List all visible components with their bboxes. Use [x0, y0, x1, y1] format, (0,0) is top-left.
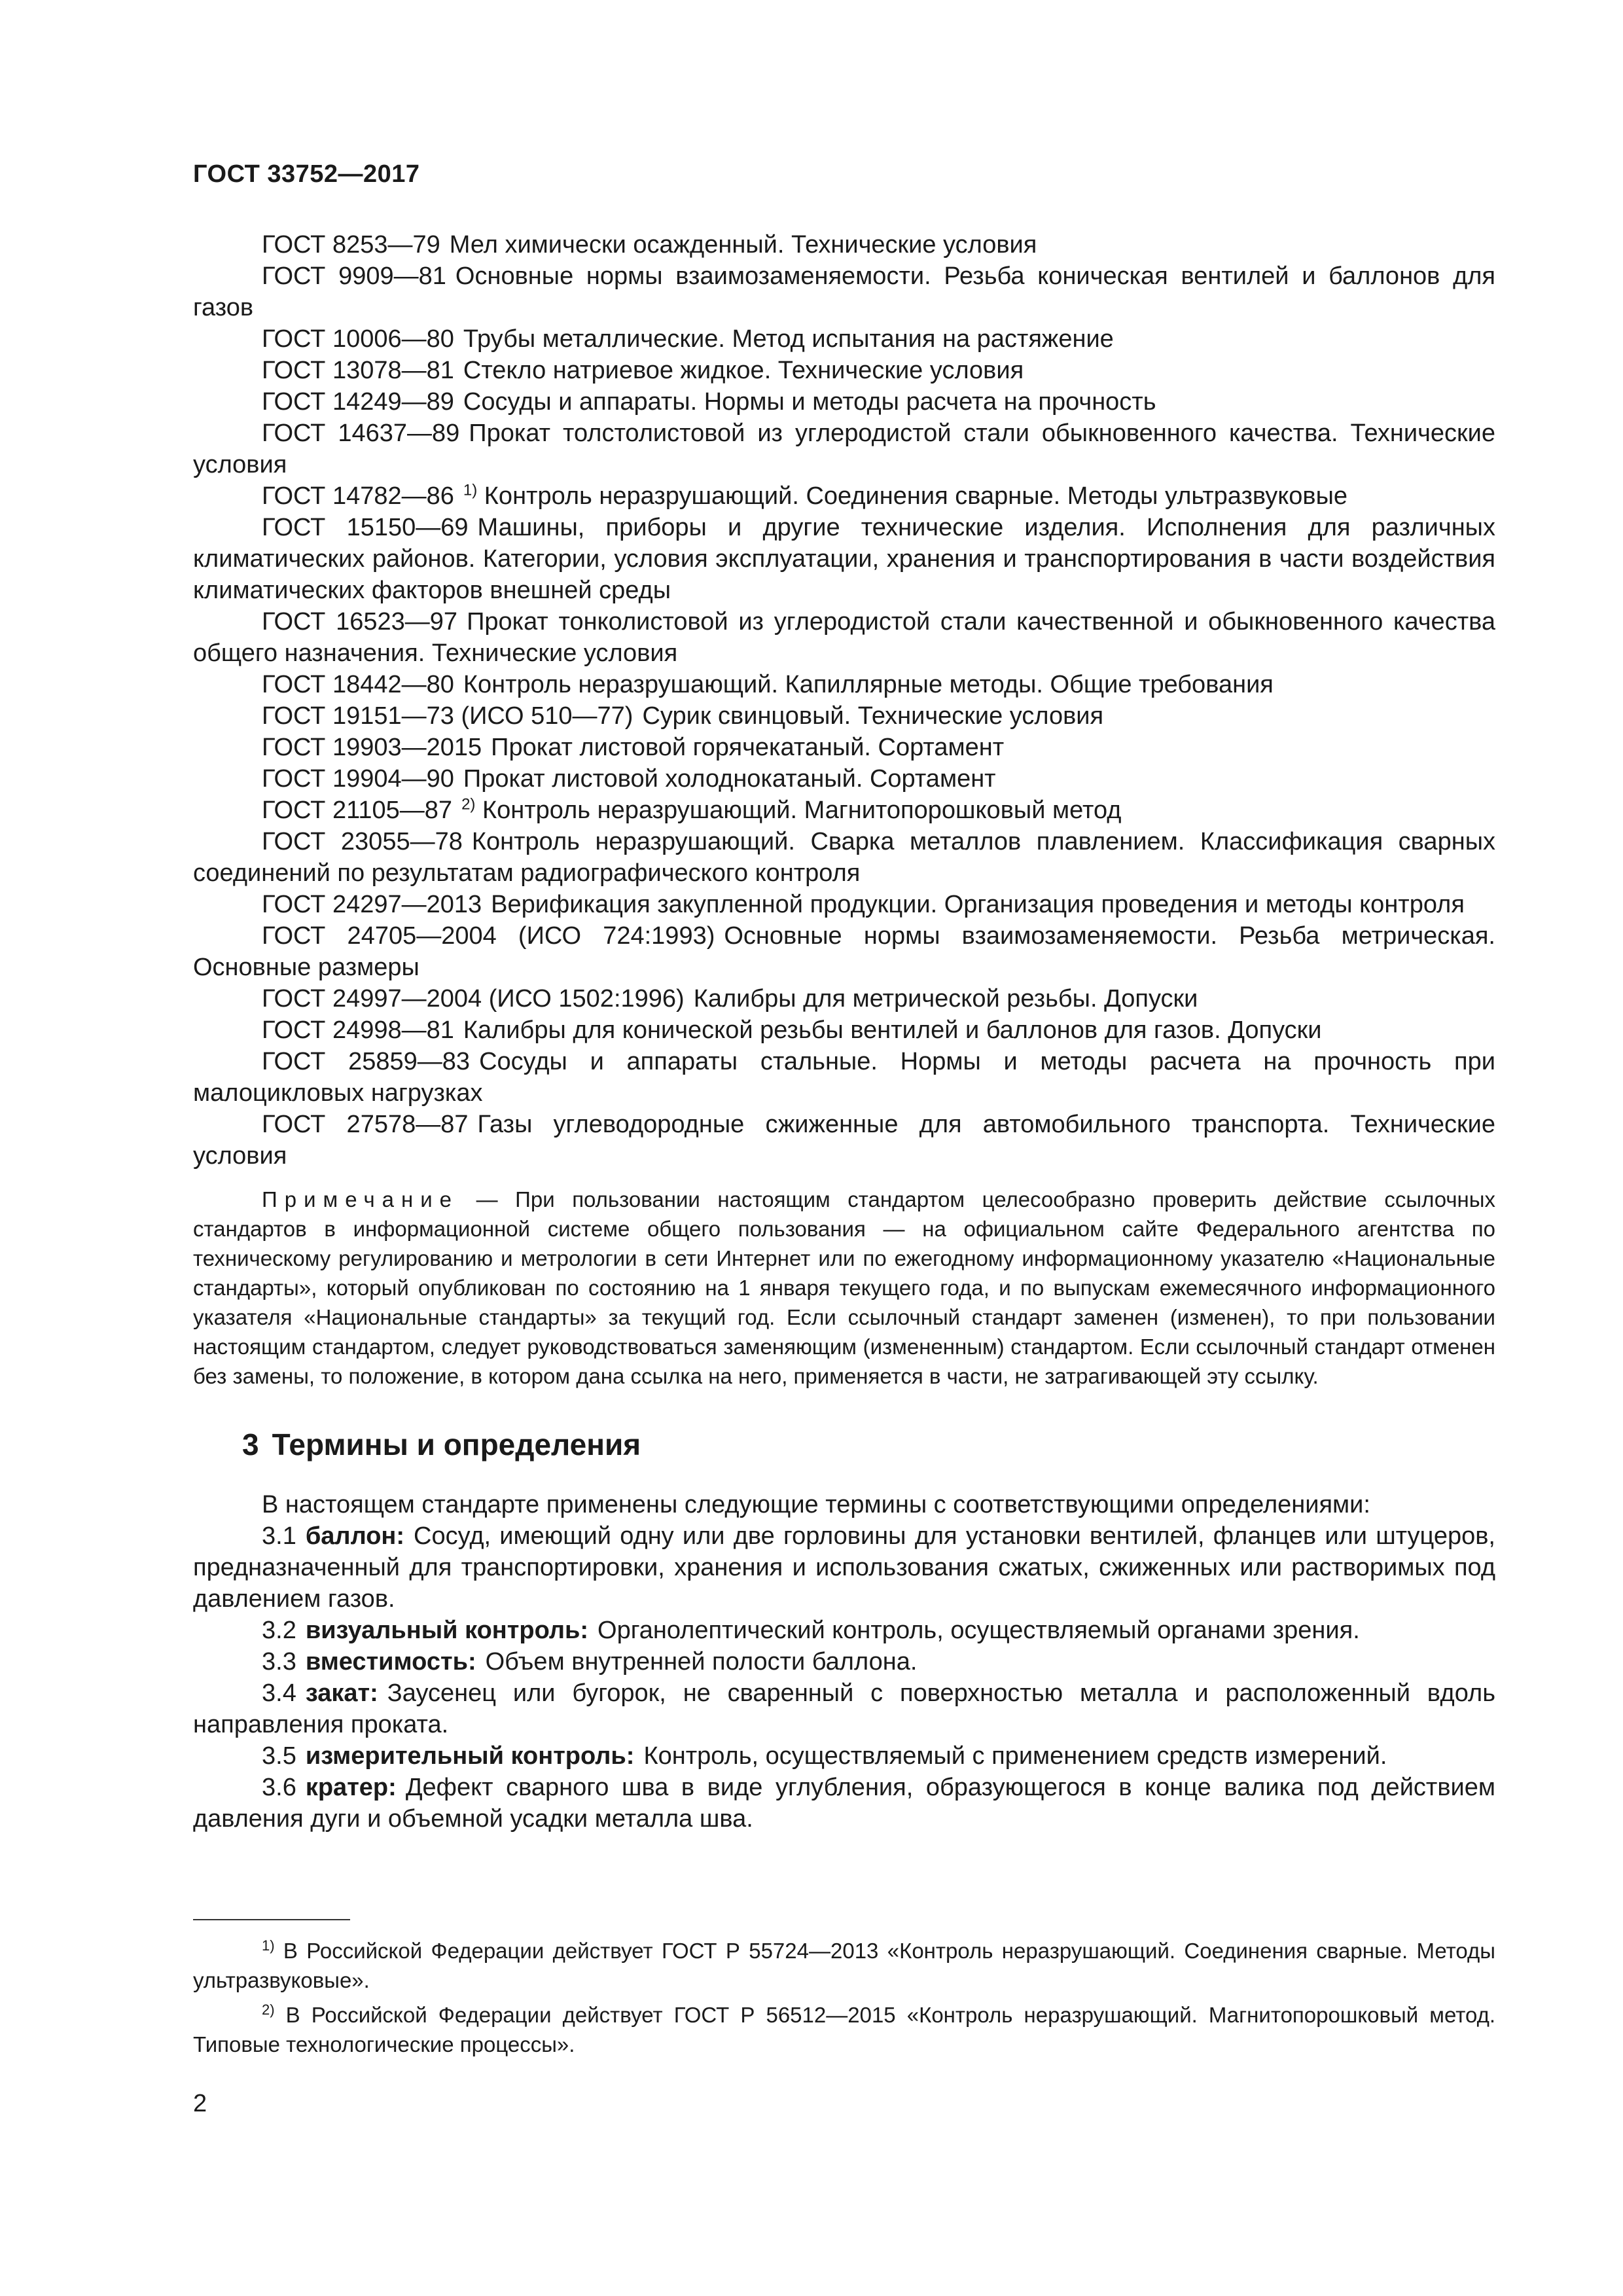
reference-item: ГОСТ 24998—81 Калибры для конической резьбы вентилей и баллонов для газов. Допуски: [262, 1016, 1322, 1044]
term-name: вместимость:: [305, 1648, 476, 1676]
reference-item: ГОСТ 8253—79 Мел химически осажденный. Технические условия: [262, 231, 1037, 259]
section-intro: В настоящем стандарте применены следующие термины с соответствующими определениями:: [262, 1491, 1370, 1518]
footnote-mark: 2): [262, 2001, 275, 2018]
note-paragraph: [193, 1185, 1495, 1391]
document-header: ГОСТ 33752—2017: [193, 160, 420, 188]
section-title: Термины и определения: [272, 1427, 641, 1462]
reference-item: ГОСТ 14782—86 $^{1)}$ Контроль неразрушающий. Соединения сварные. Методы ультразвуковые: [262, 481, 1348, 510]
reference-item: ГОСТ 23055—78 Контроль неразрушающий. Сварка металлов плавлением. Классификация сварных соединений по результатам радиографического контроля: [193, 828, 1496, 887]
reference-item: ГОСТ 21105—87 $^{2)}$ Контроль неразрушающий. Магнитопорошковый метод: [262, 795, 1122, 824]
normative-references-list: [193, 229, 1495, 1172]
reference-item: ГОСТ 19151—73 (ИСО 510—77) Сурик свинцовый. Технические условия: [262, 702, 1104, 730]
footnote-mark: 2): [461, 795, 476, 814]
footnote: $^{1)}$ В Российской Федерации действует ГОСТ Р 55724—2013 «Контроль неразрушающий. Соединения сварные. Методы ультразвуковые».: [193, 1937, 1496, 1992]
terms-list: [193, 1520, 1495, 1835]
footnotes: [193, 1931, 1495, 2059]
footnote: $^{2)}$ В Российской Федерации действует ГОСТ Р 56512—2015 «Контроль неразрушающий. Магнитопорошковый метод. Типовые технологические процессы».: [193, 2001, 1496, 2056]
reference-item: ГОСТ 24997—2004 (ИСО 1502:1996) Калибры для метрической резьбы. Допуски: [262, 985, 1198, 1013]
reference-item: ГОСТ 25859—83 Сосуды и аппараты стальные. Нормы и методы расчета на прочность при малоцикловых нагрузках: [193, 1048, 1495, 1107]
document-body: [193, 229, 1495, 1835]
term-definition: 3.3 вместимость: Объем внутренней полости баллона.: [262, 1648, 918, 1676]
reference-item: ГОСТ 10006—80 Трубы металлические. Метод испытания на растяжение: [262, 325, 1114, 353]
term-definition: 3.6 кратер: Дефект сварного шва в виде углубления, образующегося в конце валика под действием давления дуги и объемной усадки металла шва.: [193, 1774, 1495, 1833]
footnote-separator: [193, 1919, 350, 1920]
reference-item: ГОСТ 14637—89 Прокат толстолистовой из углеродистой стали обыкновенного качества. Технические условия: [193, 420, 1495, 478]
page-number: 2: [193, 2090, 207, 2117]
term-definition: 3.4 закат: Заусенец или бугорок, не сваренный с поверхностью металла и расположенный вдоль направления проката.: [193, 1679, 1495, 1738]
note-text: — При пользовании настоящим стандартом целесообразно проверить действие ссылочных стандартов в информационной системе общего пользования — на официальном сайте Федерального агентства по техническому регулированию и метрологии в сети Интернет или по ежегодному информационному указателю «Национальные стандарты», который опубликован по состоянию на 1 января текущего года, и по выпускам ежемесячного информационного указателя «Национальные стандарты» за текущий год. Если ссылочный стандарт заменен (изменен), то при пользовании настоящим стандартом, следует руководствоваться заменяющим (измененным) стандартом. Если ссылочный стандарт отменен без замены, то положение, в котором дана ссылка на него, применяется в части, не затрагивающей эту ссылку.: [193, 1187, 1496, 1388]
term-name: кратер:: [305, 1774, 397, 1801]
footnote-mark: 1): [463, 481, 478, 499]
reference-item: ГОСТ 18442—80 Контроль неразрушающий. Капиллярные методы. Общие требования: [262, 671, 1274, 698]
term-name: баллон:: [305, 1522, 405, 1550]
reference-item: ГОСТ 9909—81 Основные нормы взаимозаменяемости. Резьба коническая вентилей и баллонов для газов: [193, 262, 1495, 321]
term-name: визуальный контроль:: [305, 1617, 589, 1644]
term-definition: 3.2 визуальный контроль: Органолептический контроль, осуществляемый органами зрения.: [262, 1617, 1360, 1644]
reference-item: ГОСТ 24705—2004 (ИСО 724:1993) Основные нормы взаимозаменяемости. Резьба метрическая. Основные размеры: [193, 922, 1495, 981]
term-definition: 3.5 измерительный контроль: Контроль, осуществляемый с применением средств измерений.: [262, 1742, 1387, 1770]
reference-item: ГОСТ 13078—81 Стекло натриевое жидкое. Технические условия: [262, 357, 1024, 384]
reference-item: ГОСТ 27578—87 Газы углеводородные сжиженные для автомобильного транспорта. Технические условия: [193, 1111, 1496, 1170]
note-label: Примечание: [262, 1187, 459, 1211]
reference-item: ГОСТ 14249—89 Сосуды и аппараты. Нормы и методы расчета на прочность: [262, 388, 1156, 416]
term-name: измерительный контроль:: [305, 1742, 635, 1770]
reference-item: ГОСТ 24297—2013 Верификация закупленной продукции. Организация проведения и методы контроля: [262, 891, 1465, 918]
reference-item: ГОСТ 15150—69 Машины, приборы и другие технические изделия. Исполнения для различных климатических районов. Категории, условия эксплуатации, хранения и транспортирования в части воздействия климатических факторов внешней среды: [193, 514, 1495, 604]
reference-item: ГОСТ 19903—2015 Прокат листовой горячекатаный. Сортамент: [262, 734, 1005, 761]
reference-item: ГОСТ 19904—90 Прокат листовой холоднокатаный. Сортамент: [262, 765, 996, 793]
term-name: закат:: [305, 1679, 378, 1707]
section-heading: [242, 1425, 1495, 1464]
footnote-mark: 1): [262, 1937, 275, 1954]
reference-item: ГОСТ 16523—97 Прокат тонколистовой из углеродистой стали качественной и обыкновенного качества общего назначения. Технические условия: [193, 608, 1495, 667]
term-definition: 3.1 баллон: Сосуд, имеющий одну или две горловины для установки вентилей, фланцев или штуцеров, предназначенный для транспортировки, хранения и использования сжатых, сжиженных или растворимых под давлением газов.: [193, 1522, 1495, 1613]
section-number: 3: [242, 1427, 259, 1462]
